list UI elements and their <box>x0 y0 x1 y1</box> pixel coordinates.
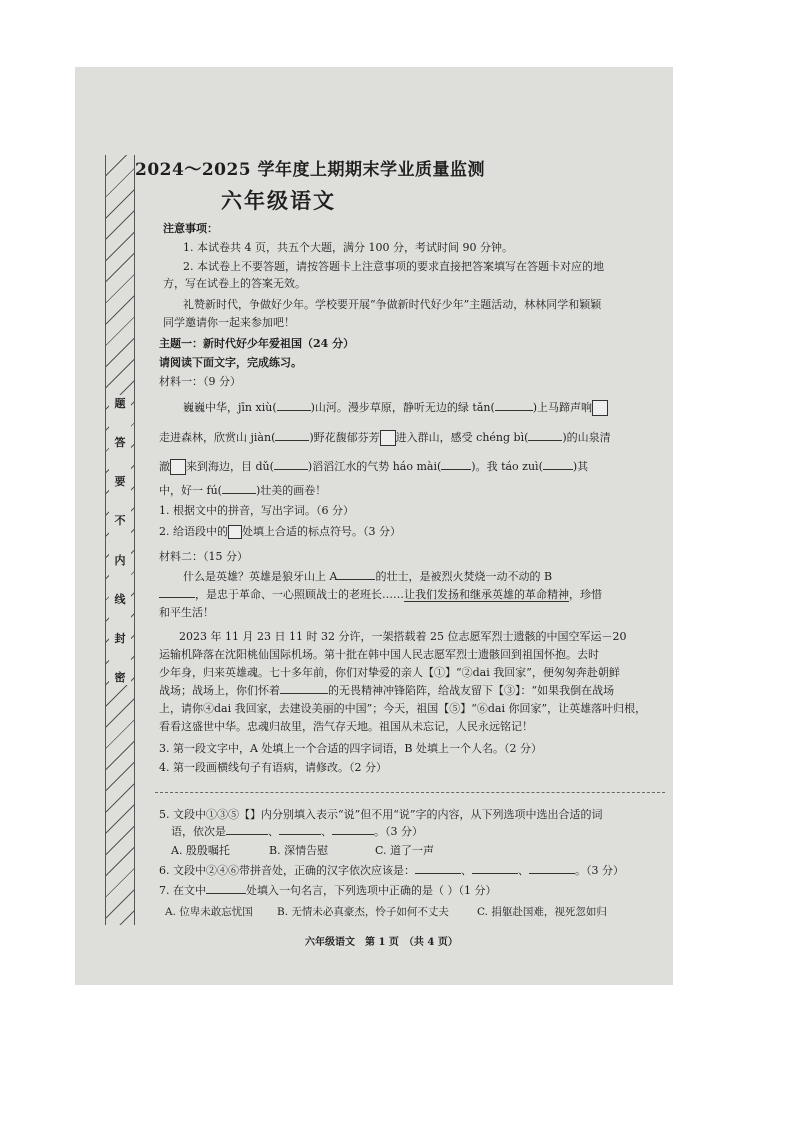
punctuation-box <box>380 430 396 446</box>
text: 6. 文段中②④⑥带拼音处，正确的汉字依次应该是： <box>159 864 415 877</box>
seal-char: 要 <box>114 475 126 489</box>
text: 。（3 分） <box>374 825 423 838</box>
instruction: 请阅读下面文字，完成练习。 <box>159 356 302 369</box>
text: )壮美的画卷！ <box>255 484 327 497</box>
text: ，是忠于革命、一心照顾战士的老班长…… <box>195 588 404 601</box>
text: ，珍惜 <box>569 588 602 601</box>
theme-1-heading: 主题一：新时代好少年爱祖国（24 分） <box>159 337 355 350</box>
question-4: 4. 第一段画横线句子有语病，请修改。（2 分） <box>159 761 387 774</box>
text: 7. 在文中 <box>159 884 206 897</box>
text: 的无畏精神冲锋陷阵，给战友留下【③】：“如果我倒在战场 <box>328 684 615 697</box>
text: 的壮士，是被烈火焚烧一动不动的 B <box>375 570 553 583</box>
text: )。我 táo zuì( <box>471 460 543 473</box>
underlined-sentence: 让我们发扬和继承英雄的革命精神 <box>404 588 569 601</box>
text: 什么是英雄？英雄是狼牙山上 A <box>183 570 338 583</box>
option-7c: C. 捐躯赴国难，视死忽如归 <box>477 906 607 918</box>
option-5b: B. 深情告慰 <box>269 844 329 857</box>
text: 、 <box>268 825 279 838</box>
binding-strip <box>105 155 135 925</box>
question-6 <box>159 864 624 878</box>
material-2-line-7 <box>159 684 614 698</box>
material-2-line-4: 2023 年 11 月 23 日 11 时 32 分许，一架搭载着 25 位志愿军烈士遗骸的中国空军运－20 <box>179 630 627 643</box>
text: )滔滔江水的气势 háo mài( <box>307 460 442 473</box>
option-5a: A. 殷殷嘱托 <box>171 844 230 857</box>
question-2 <box>159 525 401 539</box>
material-1-heading: 材料一：（9 分） <box>159 375 241 388</box>
text: )其 <box>572 460 589 473</box>
question-5: 5. 文段中①③⑤【】内分别填入表示“说”但不用“说”字的内容，从下列选项中选出合适的词 <box>159 808 603 821</box>
material-2-line-6: 少年身，归来英雄魂。七十多年前，你们对挚爱的亲人【①】“②dai 我回家”，便匆匆奔赴朝鲜 <box>159 666 620 679</box>
seal-char: 题 <box>114 397 126 410</box>
material-2-line-5: 运输机降落在沈阳桃仙国际机场。第十批在韩中国人民志愿军烈士遗骸回到祖国怀抱。去时 <box>159 648 599 661</box>
text: )山河。漫步草原，静听无边的绿 tǎn( <box>310 401 495 414</box>
exam-page <box>75 67 673 985</box>
exam-title: 2024～2025 学年度上期期末学业质量监测 <box>135 160 486 180</box>
material-1-line-3 <box>159 459 588 475</box>
text: )野花馥郁芬芳 <box>309 431 380 444</box>
note-item-2a: 2. 本试卷上不要答题，请按答题卡上注意事项的要求直接把答案填写在答题卡对应的地 <box>183 260 604 273</box>
text: 进入群山，感受 chéng bì( <box>395 431 529 444</box>
seal-char: 答 <box>114 436 126 450</box>
text: 走进森林，欣赏山 jiàn( <box>159 431 276 444</box>
text: 来到海边，目 dǔ( <box>186 460 274 473</box>
intro-line-2: 同学邀请你一起来参加吧！ <box>163 316 295 329</box>
material-2-line-9: 看看这盛世中华。忠魂归故里，浩气存天地。祖国从未忘记，人民永远铭记！ <box>159 720 533 733</box>
question-3: 3. 第一段文字中，A 处填上一个合适的四字词语，B 处填上一个人名。（2 分） <box>159 742 543 755</box>
question-5-cont <box>171 825 423 839</box>
note-item-2b: 方，写在试卷上的答案无效。 <box>163 277 306 290</box>
text: 2. 给语段中的 <box>159 525 228 538</box>
option-7b: B. 无情未必真豪杰，怜子如何不丈夫 <box>277 906 449 918</box>
material-1-line-1 <box>183 400 608 416</box>
punctuation-box <box>592 400 608 416</box>
answer-line <box>155 792 665 793</box>
text: 、 <box>461 864 472 877</box>
seal-char: 内 <box>114 553 126 567</box>
text: 巍巍中华，jīn xiù( <box>183 401 277 414</box>
material-1-line-2 <box>159 430 611 446</box>
option-7a: A. 位卑未敢忘忧国 <box>165 906 253 918</box>
text: )的山泉清 <box>562 431 611 444</box>
material-2-line-3: 和平生活！ <box>159 606 214 619</box>
material-2-line-1 <box>183 570 552 584</box>
page-footer: 六年级语文 第 1 页 （共 4 页） <box>305 937 458 948</box>
seal-char: 不 <box>114 514 126 528</box>
text: 、 <box>518 864 529 877</box>
text: 。（3 分） <box>575 864 624 877</box>
seal-char: 线 <box>114 592 126 606</box>
material-2-line-2 <box>159 588 602 602</box>
seal-char: 封 <box>114 631 126 645</box>
question-1: 1. 根据文中的拼音，写出字词。（6 分） <box>159 504 354 517</box>
text: 澈 <box>159 460 170 473</box>
option-5c: C. 道了一声 <box>375 844 435 857</box>
seal-line-text <box>109 395 131 685</box>
material-2-line-8: 上，请你④dai 我回家，去建设美丽的中国”；今天，祖国【⑤】“⑥dai 你回家”，让英雄落叶归根， <box>159 702 647 715</box>
note-item-1: 1. 本试卷共 4 页，共五个大题，满分 100 分，考试时间 90 分钟。 <box>183 241 513 254</box>
text: )上马蹄声响 <box>532 401 593 414</box>
text: 语，依次是 <box>171 825 226 838</box>
exam-subtitle: 六年级语文 <box>221 188 336 213</box>
text: 处填上合适的标点符号。（3 分） <box>242 525 401 538</box>
punctuation-box <box>228 525 242 539</box>
text: 、 <box>321 825 332 838</box>
question-7 <box>159 884 497 898</box>
intro-line-1: 礼赞新时代，争做好少年。学校要开展“争做新时代好少年”主题活动，林林同学和颖颖 <box>183 298 602 311</box>
text: 中，好一 fú( <box>159 484 222 497</box>
text: 战场；战场上，你们怀着 <box>159 684 280 697</box>
material-2-heading: 材料二：（15 分） <box>159 550 248 563</box>
seal-char: 密 <box>114 670 126 684</box>
notes-heading: 注意事项： <box>163 222 218 235</box>
text: 处填入一句名言，下列选项中正确的是（ ）（1 分） <box>246 884 497 897</box>
material-1-line-4 <box>159 484 326 498</box>
punctuation-box <box>170 459 186 475</box>
